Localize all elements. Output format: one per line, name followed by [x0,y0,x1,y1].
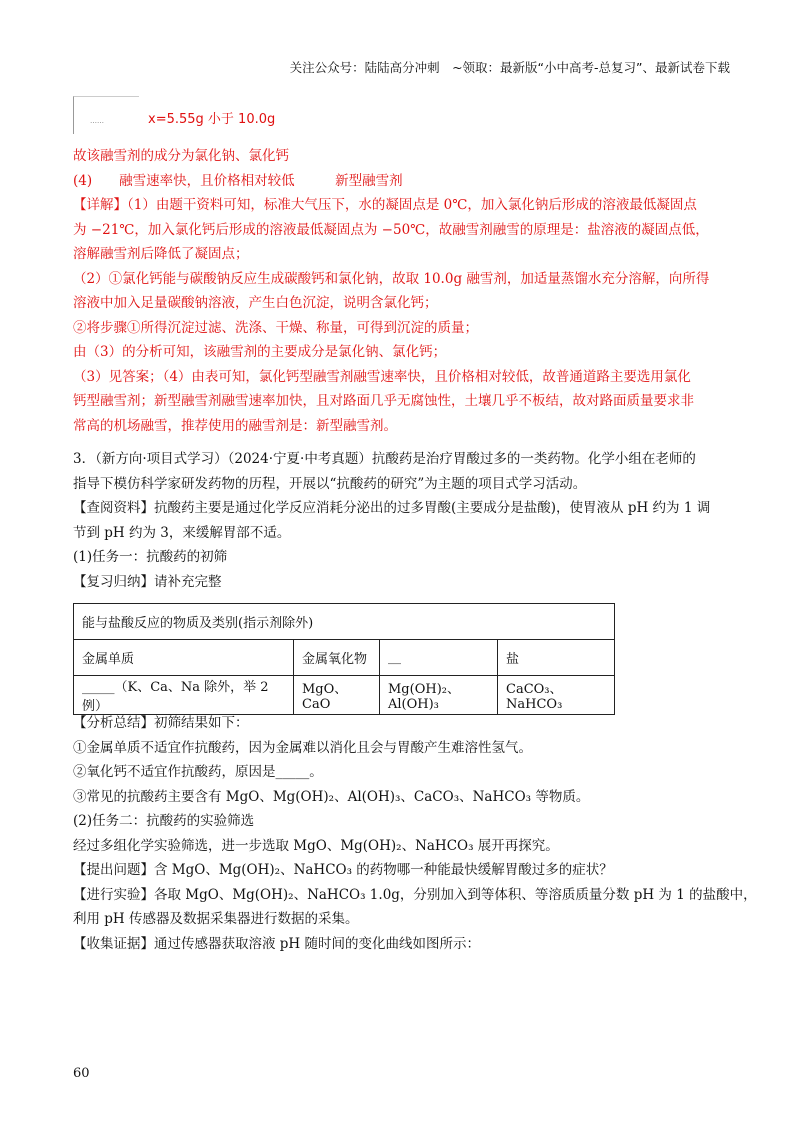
question-line: 节到 pH 约为 3，来缓解胃部不适。 [73,524,291,541]
question-line: 【提出问题】含 MgO、Mg(OH)₂、NaHCO₃ 的药物哪一种能最快缓解胃酸过多的症状？ [73,862,613,878]
table-example-cell: Mg(OH)₂、Al(OH)₃ [380,676,498,715]
question-line: 指导下模仿科学家研发药物的历程，开展以“抗酸药的研究”为主题的项目式学习活动。 [73,475,587,492]
question-line: 【查阅资料】抗酸药主要是通过化学反应消耗分泌出的过多胃酸(主要成分是盐酸)，使胃液从 pH 约为 1 调 [73,500,711,516]
question-section-bottom [73,711,757,956]
question-line: 利用 pH 传感器及数据采集器进行数据的采集。 [73,911,359,927]
table-category-cell: 金属单质 [74,640,294,676]
calculation-box [73,96,139,134]
question-line: 【复习归纳】请补充完整 [73,573,222,590]
answer-line: 故该融雪剂的成分为氯化钠、氯化钙 [73,148,289,164]
question-line: ③常见的抗酸药主要含有 MgO、Mg(OH)₂、Al(OH)₃、CaCO₃、NaHCO₃ 等物质。 [73,788,590,805]
table-example-cell: CaCO₃、NaHCO₃ [498,676,615,715]
calculation-result: x=5.55g 小于 10.0g [148,112,276,127]
answer-line: 由（3）的分析可知，该融雪剂的主要成分是氯化钠、氯化钙； [73,344,447,360]
question-line: 3．（新方向·项目式学习）（2024·宁夏·中考真题）抗酸药是治疗胃酸过多的一类药物。化学小组在老师的 [73,451,696,467]
table-example-cell: _____（K、Ca、Na 除外，举 2 例） [74,676,294,715]
page-number: 60 [73,1066,90,1081]
question-section-top [73,447,733,594]
table-header: 能与盐酸反应的物质及类别(指示剂除外) [74,604,615,640]
answer-line: (4) 融雪速率快，且价格相对较低 新型融雪剂 [73,172,403,189]
question-line: 经过多组化学实验筛选，进一步选取 MgO、Mg(OH)₂、NaHCO₃ 展开再探究。 [73,837,559,854]
answer-section [73,144,733,438]
table-category-blank: __ [380,640,498,676]
table-example-cell: MgO、CaO [294,676,380,715]
question-line: (2)任务二：抗酸药的实验筛选 [73,813,255,829]
answer-line: ②将步骤①所得沉淀过滤、洗涤、干燥、称量，可得到沉淀的质量； [73,319,478,336]
question-line: ①金属单质不适宜作抗酸药，因为金属难以消化且会与胃酸产生难溶性氢气。 [73,739,532,756]
table-category-cell: 盐 [498,640,615,676]
question-line: 【分析总结】初筛结果如下： [73,715,249,731]
table-category-cell: 金属氧化物 [294,640,380,676]
question-line: 【收集证据】通过传感器获取溶液 pH 随时间的变化曲线如图所示： [73,935,480,952]
answer-line: 溶液中加入足量碳酸钠溶液，产生白色沉淀，说明含氯化钙； [73,295,438,311]
page-header: 关注公众号：陆陆高分冲刺 ~领取：最新版“小中高考-总复习”、最新试卷下载 [289,60,730,75]
question-line: 【进行实验】各取 MgO、Mg(OH)₂、NaHCO₃ 1.0g，分别加入到等体积、等溶质质量分数 pH 为 1 的盐酸中， [73,886,757,903]
answer-line: 溶解融雪剂后降低了凝固点； [73,246,249,262]
answer-line: 常高的机场融雪，推荐使用的融雪剂是：新型融雪剂。 [73,417,397,434]
calculation-dots: …… [90,117,104,125]
question-line: (1)任务一：抗酸药的初筛 [73,549,228,565]
reaction-table [73,603,615,715]
question-line: ②氧化钙不适宜作抗酸药，原因是_____。 [73,764,323,780]
answer-line: （2）①氯化钙能与碳酸钠反应生成碳酸钙和氯化钠，故取 10.0g 融雪剂，加适量蒸馏水充分溶解，向所得 [73,270,710,287]
answer-line: 【详解】（1）由题干资料可知，标准大气压下，水的凝固点是 0℃，加入氯化钠后形成的溶液最低凝固点 [73,197,697,213]
answer-line: 为 −21℃，加入氯化钙后形成的溶液最低凝固点为 −50℃，故融雪剂融雪的原理是：盐溶液的凝固点低， [73,221,709,238]
answer-line: （3）见答案；（4）由表可知，氯化钙型融雪剂融雪速率快，且价格相对较低，故普通道路主要选用氯化 [73,368,691,385]
answer-line: 钙型融雪剂；新型融雪剂融雪速率加快，且对路面几乎无腐蚀性，土壤几乎不板结，故对路面质量要求非 [73,393,694,409]
